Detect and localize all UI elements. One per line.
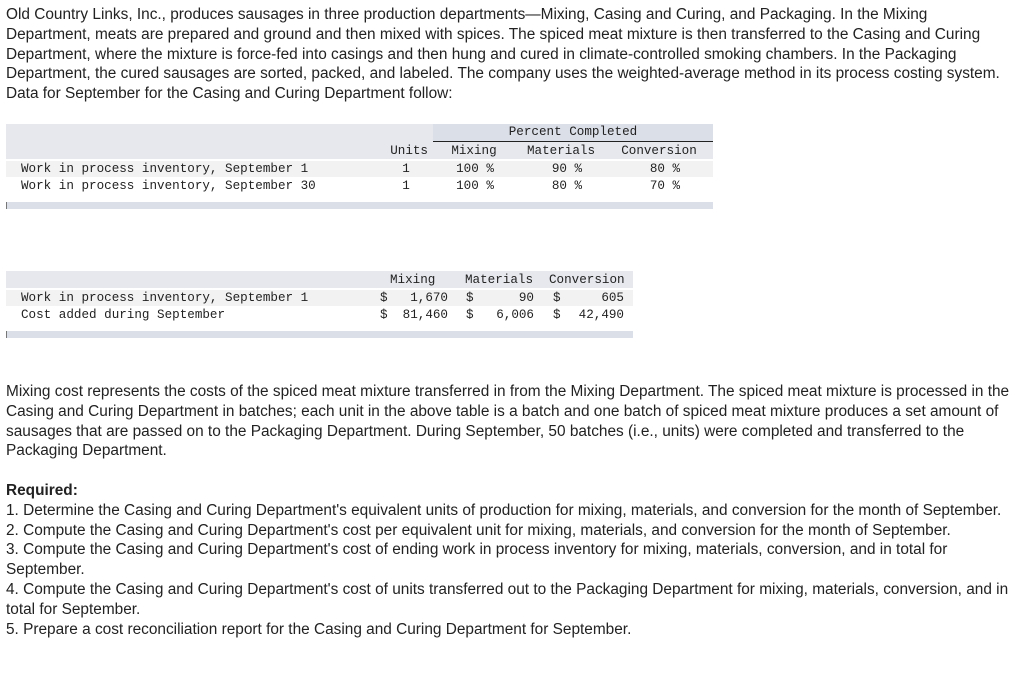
conversion-pct: 80 % [649,162,681,176]
intro-paragraph: Old Country Links, Inc., produces sausages in three production departments—Mixing, Casing and Curing, and Packaging. In the Mixing Department, meats are prepared and ground and then mixed with spices. The spiced meat mixture is then transferred to the Casing and Curing Department, where the mixture is force-fed into casings and then hung and cured in climate-controlled smoking chambers. In the Packaging Department, the cured sausages are sorted, packed, and labeled. The company uses the weighted-average method in its process costing system. Data for September for the Casing and Curing Department follow: [6,6,1000,103]
materials-pct: 80 % [551,179,583,193]
col-mixing-header: Mixing [451,144,497,158]
required-section [6,481,1011,639]
units-value: 1 [402,162,410,176]
required-item-1: 1. Determine the Casing and Curing Department's equivalent units of production for mixing, materials, and conversion for the month of September. [6,501,1002,519]
cost-col-materials-header: Materials [465,273,534,287]
conversion-pct: 70 % [649,179,681,193]
row-label: Work in process inventory, September 30 [21,179,316,193]
dollar-sign: $ [380,291,388,305]
units-value: 1 [402,179,410,193]
required-item-3: 3. Compute the Casing and Curing Department's cost of ending work in process inventory for mixing, materials, conversion, and in total for September. [6,541,948,579]
col-conversion-header: Conversion [621,144,697,158]
col-units-header: Units [390,144,428,158]
dollar-sign: $ [553,291,561,305]
mixing-cost: 1,670 [410,291,448,305]
mixing-pct: 100 % [456,162,494,176]
dollar-sign: $ [553,308,561,322]
row-label: Work in process inventory, September 1 [21,291,309,305]
footer-tick [6,331,7,338]
cost-col-mixing-header: Mixing [390,273,436,287]
header-band-left [6,124,433,159]
materials-pct: 90 % [551,162,583,176]
required-item-4: 4. Compute the Casing and Curing Department's cost of units transferred out to the Packaging Department for mixing, materials, conversion, and in total for September. [6,580,1009,618]
required-item-5: 5. Prepare a cost reconciliation report for the Casing and Curing Department for September. [6,620,632,638]
dollar-sign: $ [466,291,474,305]
table-footer-band [6,202,713,209]
row-label: Cost added during September [21,308,226,322]
cost-header-band [6,271,633,288]
materials-cost: 6,006 [496,308,534,322]
col-materials-header: Materials [526,144,596,158]
conversion-cost: 42,490 [578,308,624,322]
conversion-cost: 605 [601,291,624,305]
cost-footer-band [6,331,633,338]
percent-completed-header: Percent Completed [508,125,638,139]
mixing-note-paragraph: Mixing cost represents the costs of the spiced meat mixture transferred in from the Mixing Department. The spiced meat mixture is processed in the Casing and Curing Department in batches; each unit in the above table is a batch and one batch of spiced meat mixture produces a set amount of sausages that are passed on to the Packaging Department. During September, 50 batches (i.e., units) were completed and transferred to the Packaging Department. [6,383,1010,460]
cost-col-conversion-header: Conversion [549,273,625,287]
required-title: Required: [6,482,78,499]
dollar-sign: $ [380,308,388,322]
required-item-2: 2. Compute the Casing and Curing Department's cost per equivalent unit for mixing, materials, and conversion for the month of September. [6,521,951,539]
footer-tick [6,202,7,209]
materials-cost: 90 [518,291,534,305]
mixing-cost: 81,460 [402,308,448,322]
mixing-pct: 100 % [456,179,494,193]
row-label: Work in process inventory, September 1 [21,162,309,176]
dollar-sign: $ [466,308,474,322]
